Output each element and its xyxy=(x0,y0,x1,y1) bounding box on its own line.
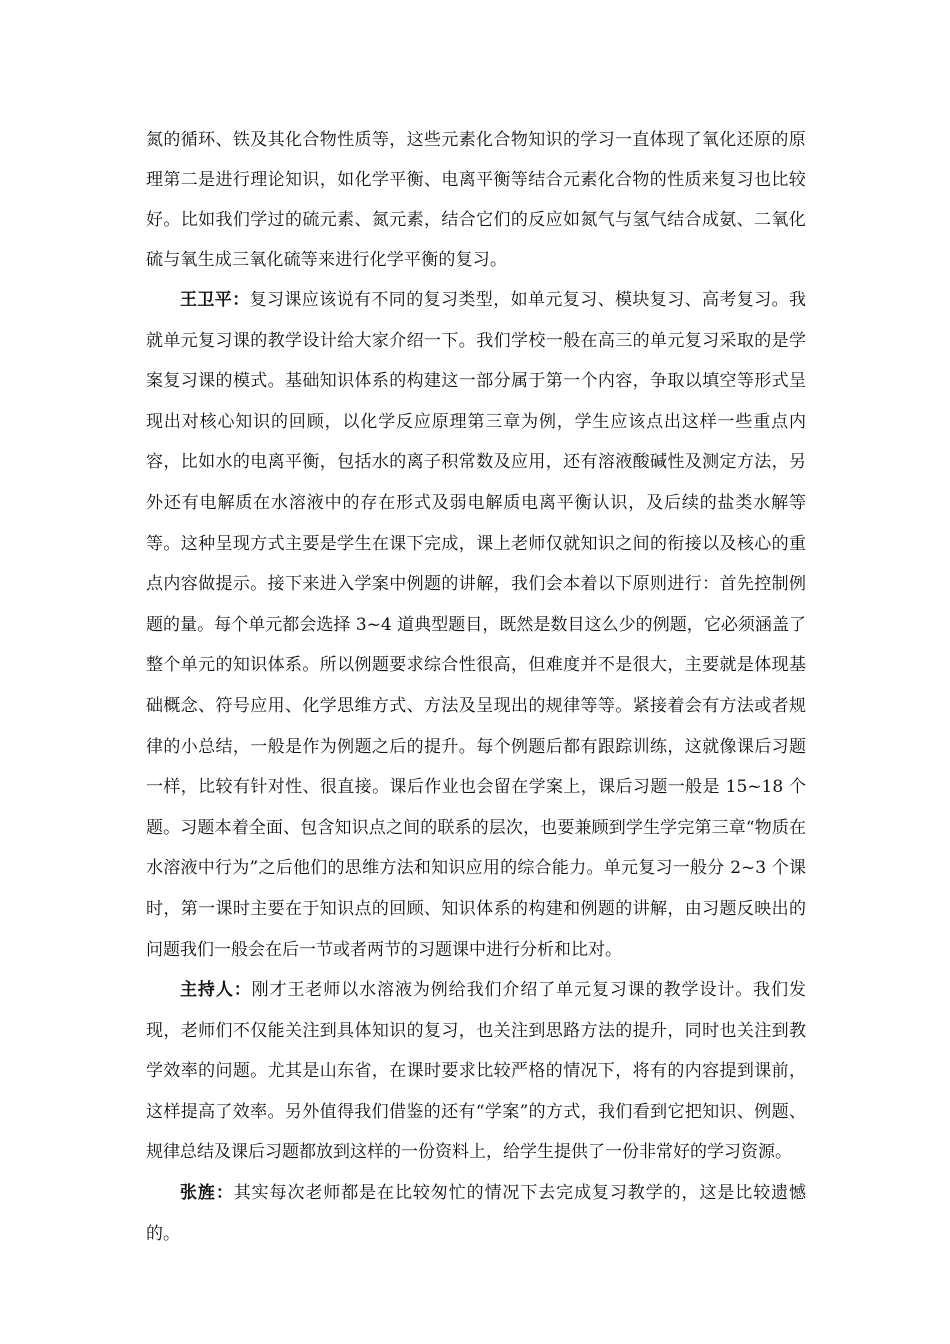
paragraph-text: 其实每次老师都是在比较匆忙的情况下去完成复习教学的，这是比较遗憾的。 xyxy=(146,1183,807,1244)
speaker-label: 主持人： xyxy=(180,980,252,1001)
paragraph-intro xyxy=(146,120,806,280)
document-page xyxy=(146,120,806,1254)
paragraph-text: 刚才王老师以水溶液为例给我们介绍了单元复习课的教学设计。我们发现，老师们不仅能关注到具体知识的复习，也关注到思路方法的提升，同时也关注到教学效率的问题。尤其是山东省，在课时要求比较严格的情况下，将有的内容提到课前，这样提高了效率。另外值得我们借鉴的还有“学案”的方式，我们看到它把知识、例题、规律总结及课后习题都放到这样的一份资料上，给学生提供了一份非常好的学习资源。 xyxy=(146,980,807,1163)
paragraph-zhang-jing xyxy=(146,1173,806,1254)
paragraph-host xyxy=(146,970,806,1173)
paragraph-text: 氮的循环、铁及其化合物性质等，这些元素化合物知识的学习一直体现了氧化还原的原理第二是进行理论知识，如化学平衡、电离平衡等结合元素化合物的性质来复习也比较好。比如我们学过的硫元素、氮元素，结合它们的反应如氮气与氢气结合成氨、二氧化硫与氧生成三氧化硫等来进行化学平衡的复习。 xyxy=(146,130,806,270)
speaker-label: 张旌： xyxy=(180,1183,234,1204)
paragraph-wang-weiping xyxy=(146,280,806,970)
paragraph-text: 复习课应该说有不同的复习类型，如单元复习、模块复习、高考复习。我就单元复习课的教学设计给大家介绍一下。我们学校一般在高三的单元复习采取的是学案复习课的模式。基础知识体系的构建这一部分属于第一个内容，争取以填空等形式呈现出对核心知识的回顾，以化学反应原理第三章为例，学生应该点出这样一些重点内容，比如水的电离平衡，包括水的离子积常数及应用，还有溶液酸碱性及测定方法，另外还有电解质在水溶液中的存在形式及弱电解质电离平衡认识，及后续的盐类水解等等。这种呈现方式主要是学生在课下完成，课上老师仅就知识之间的衔接以及核心的重点内容做提示。接下来进入学案中例题的讲解，我们会本着以下原则进行：首先控制例题的量。每个单元都会选择 3~4 道典型题目，既然是数目这么少的例题，它必须涵盖了整个单元的知识体系。所以例题要求综合性很高，但难度并不是很大，主要就是体现基础概念、符号应用、化学思维方式、方法及呈现出的规律等等。紧接着会有方法或者规律的小总结，一般是作为例题之后的提升。每个例题后都有跟踪训练，这就像课后习题一样，比较有针对性、很直接。课后作业也会留在学案上，课后习题一般是 15~18 个题。习题本着全面、包含知识点之间的联系的层次，也要兼顾到学生学完第三章“物质在水溶液中行为”之后他们的思维方法和知识应用的综合能力。单元复习一般分 2~3 个课时，第一课时主要在于知识点的回顾、知识体系的构建和例题的讲解，由习题反映出的问题我们一般会在后一节或者两节的习题课中进行分析和比对。 xyxy=(146,290,807,960)
speaker-label: 王卫平： xyxy=(180,290,250,310)
